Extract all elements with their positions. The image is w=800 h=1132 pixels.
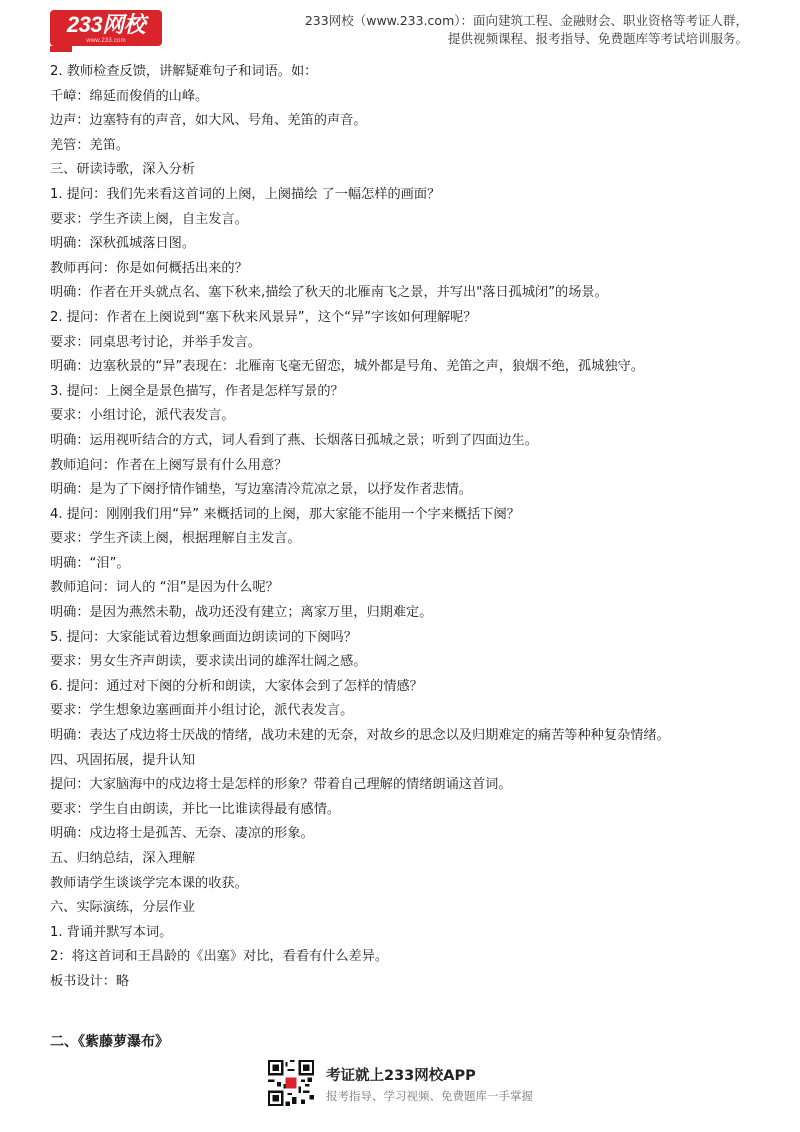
text-line: 2. 提问：作者在上阕说到“塞下秋来风景异”，这个“异”字该如何理解呢？ (50, 309, 477, 325)
text-line: 3. 提问：上阕全是景色描写，作者是怎样写景的？ (50, 383, 344, 399)
text-line: 要求：同桌思考讨论，并举手发言。 (50, 334, 261, 350)
document-body (50, 60, 760, 995)
text-line: 教师追问：作者在上阕写景有什么用意？ (50, 457, 288, 473)
text-line: 2：将这首词和王昌龄的《出塞》对比，看看有什么差异。 (50, 949, 389, 965)
logo-text: 233网校 (66, 12, 146, 37)
text-line: 6. 提问：通过对下阕的分析和朗读，大家体会到了怎样的情感？ (50, 678, 423, 694)
brand-logo (50, 10, 162, 46)
text-line: 羌管：羌笛。 (50, 137, 130, 153)
text-line: 1. 提问：我们先来看这首词的上阕，上阕描绘 了一幅怎样的画面？ (50, 186, 441, 202)
text-line: 提问：大家脑海中的戍边将士是怎样的形象？带着自己理解的情绪朗诵这首词。 (50, 777, 512, 793)
text-line: 明确：深秋孤城落日图。 (50, 236, 196, 252)
text-line: 明确：是为了下阕抒情作铺垫，写边塞清冷荒凉之景，以抒发作者悲情。 (50, 482, 472, 498)
app-promo-title: 考证就上233网校APP (326, 1068, 476, 1084)
text-line: 明确：运用视听结合的方式，词人看到了燕、长烟落日孤城之景；听到了四面边生。 (50, 432, 538, 448)
text-line: 教师追问：词人的 “泪”是因为什么呢？ (50, 580, 279, 596)
text-line: 四、巩固拓展，提升认知 (50, 752, 196, 768)
text-line: 明确：边塞秋景的“异”表现在：北雁南飞毫无留恋，城外都是号角、羌笛之声，狼烟不绝，孤城独守。 (50, 359, 644, 375)
header-description (248, 12, 748, 48)
header-line-1: 233网校（www.233.com）：面向建筑工程、金融财会、职业资格等考证人群， (304, 13, 748, 28)
text-line: 要求：学生齐读上阕，自主发言。 (50, 211, 248, 227)
text-line: 5. 提问：大家能试着边想象画面边朗读词的下阕吗？ (50, 629, 357, 645)
text-line: 明确：是因为燕然未勒，战功还没有建立；离家万里，归期难定。 (50, 605, 433, 621)
page-header (0, 0, 800, 56)
logo-subtext: www.233.com (86, 38, 126, 44)
text-line: 板书设计：略 (50, 973, 130, 989)
text-line: 要求：学生想象边塞画面并小组讨论，派代表发言。 (50, 703, 354, 719)
text-line: 要求：小组讨论，派代表发言。 (50, 408, 235, 424)
text-line: 三、研读诗歌，深入分析 (50, 162, 196, 178)
text-line: 要求：男女生齐声朗读，要求读出词的雄浑壮阔之感。 (50, 654, 367, 670)
text-line: 千嶂：绵延而俊俏的山峰。 (50, 88, 209, 104)
text-line: 要求：学生齐读上阕，根据理解自主发言。 (50, 531, 301, 547)
text-line: 教师请学生谈谈学完本课的收获。 (50, 875, 248, 891)
text-line: 五、归纳总结，深入理解 (50, 851, 196, 866)
logo-accent-bar (50, 46, 72, 52)
text-line: 明确：作者在开头就点名、塞下秋来,描绘了秋天的北雁南飞之景，并写出"落日孤城闭”的场景。 (50, 285, 608, 301)
section-heading: 二、《紫藤萝瀑布》 (50, 1034, 169, 1050)
text-line: 六、实际演练，分层作业 (50, 900, 196, 916)
header-line-2: 提供视频课程、报考指导、免费题库等考试培训服务。 (447, 31, 748, 46)
text-line: 教师再问：你是如何概括出来的？ (50, 260, 248, 276)
app-promo-footer[interactable] (268, 1060, 568, 1114)
text-line: 要求：学生自由朗读，并比一比谁读得最有感情。 (50, 801, 341, 817)
text-line: 明确：表达了戍边将士厌战的情绪，战功未建的无奈，对故乡的思念以及归期难定的痛苦等种种复杂情绪。 (50, 728, 670, 744)
text-line: 1. 背诵并默写本词。 (50, 924, 173, 940)
text-line: 边声：边塞特有的声音，如大风、号角、羌笛的声音。 (50, 113, 367, 129)
text-line: 2. 教师检查反馈，讲解疑难句子和词语。如： (50, 64, 318, 79)
text-line: 明确：“泪”。 (50, 555, 130, 571)
text-line: 明确：戍边将士是孤苦、无奈、凄凉的形象。 (50, 826, 314, 842)
text-line: 4. 提问：刚刚我们用“异” 来概括词的上阕，那大家能不能用一个字来概括下阕？ (50, 506, 520, 522)
qr-code-icon[interactable] (268, 1060, 314, 1106)
app-promo-subtitle: 报考指导、学习视频、免费题库一手掌握 (326, 1089, 533, 1103)
